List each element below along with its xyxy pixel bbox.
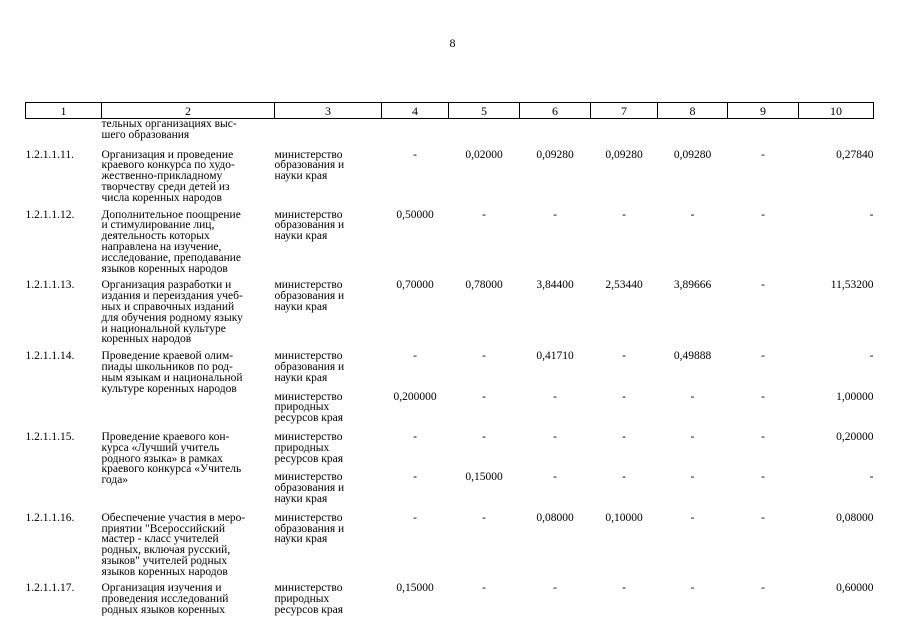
responsible-executor: министерство образования и науки края	[274, 350, 345, 384]
empty-cell	[275, 119, 874, 144]
item-code: 1.2.1.1.12.	[25, 208, 75, 221]
value-col-4: 0,15000	[396, 582, 434, 595]
value-col-4: 0,200000	[393, 390, 437, 403]
continuation-text: тельных организациях выс- шего образования	[101, 118, 237, 141]
responsible-executor: министерство образования и науки края	[274, 148, 345, 183]
item-name: Организация разработки и издания и переиздания учеб- ных и справочных изданий для обучения родному языку и национальной культуре коренных народов	[101, 279, 243, 346]
value-col-6: -	[553, 208, 557, 221]
value-col-6: -	[553, 390, 557, 403]
value-col-4: -	[413, 511, 417, 524]
responsible-executor: министерство образования и науки края	[274, 471, 345, 505]
value-col-4: -	[413, 471, 417, 484]
value-col-7: -	[622, 430, 626, 443]
value-col-6: -	[553, 430, 557, 443]
value-col-9: -	[761, 471, 765, 484]
header-row	[26, 103, 874, 119]
value-col-10: -	[869, 208, 874, 221]
table-row	[26, 274, 874, 345]
responsible-executor: министерство образования и науки края	[274, 208, 345, 243]
value-col-9: -	[761, 430, 765, 443]
column-header-7: 7	[591, 103, 658, 119]
value-col-7: -	[622, 582, 626, 595]
value-col-4: -	[413, 148, 417, 161]
value-col-8: -	[690, 471, 695, 484]
item-code: 1.2.1.1.16.	[25, 511, 75, 524]
column-header-9: 9	[728, 103, 799, 119]
item-name: Проведение краевой олим- пиады школьников по род- ным языкам и национальной культуре коренных народов	[101, 350, 243, 395]
item-code: 1.2.1.1.14.	[25, 350, 75, 363]
value-col-7: 0,09280	[605, 148, 643, 161]
value-col-9: -	[761, 279, 765, 292]
item-code: 1.2.1.1.11.	[25, 148, 74, 161]
value-col-8: -	[690, 582, 695, 595]
responsible-executor: министерство образования и науки края	[274, 511, 345, 546]
value-col-8: 0,49888	[673, 350, 712, 363]
value-col-10: 11,53200	[830, 279, 874, 292]
item-code: 1.2.1.1.17.	[25, 582, 75, 595]
item-name: Организация и проведение краевого конкурса по худо- жественно-прикладному творчеству среди детей из числа коренных народов	[101, 148, 235, 204]
value-col-9: -	[761, 148, 765, 161]
value-col-8: -	[690, 430, 695, 443]
item-code: 1.2.1.1.13.	[25, 279, 75, 292]
item-name: Обеспечение участия в меро- приятии "Всероссийский мастер - класс учителей родных, включая русский, языков" учителей родных языков коренных народов	[101, 511, 246, 578]
column-header-1: 1	[26, 103, 102, 119]
column-header-5: 5	[449, 103, 520, 119]
item-name: Проведение краевого кон- курса «Лучший учитель родного языка» в рамках краевого конкурса «Учитель года»	[101, 430, 242, 487]
item-code: 1.2.1.1.15.	[25, 430, 75, 443]
value-col-8: -	[690, 208, 695, 221]
table-row	[26, 577, 874, 617]
responsible-executor: министерство образования и науки края	[274, 279, 345, 313]
value-col-6: 0,41710	[536, 350, 574, 363]
value-col-5: -	[482, 390, 486, 403]
table-row	[26, 144, 874, 204]
value-col-7: -	[622, 350, 626, 363]
item-name: Организация изучения и проведения исследований родных языков коренных	[101, 582, 229, 617]
value-col-4: -	[413, 350, 417, 363]
value-col-5: 0,15000	[465, 471, 503, 484]
value-col-10: 1,00000	[836, 390, 874, 403]
column-header-2: 2	[102, 103, 275, 119]
responsible-executor: министерство природных ресурсов края	[274, 390, 343, 425]
page-number: 8	[449, 36, 456, 50]
column-header-3: 3	[275, 103, 382, 119]
value-col-5: -	[482, 430, 486, 443]
value-col-7: 0,10000	[605, 511, 643, 524]
value-col-9: -	[761, 350, 765, 363]
value-col-5: 0,78000	[465, 279, 503, 292]
column-header-6: 6	[520, 103, 591, 119]
column-header-4: 4	[382, 103, 449, 119]
value-col-9: -	[761, 208, 765, 221]
value-col-6: 3,84400	[536, 279, 574, 292]
value-col-5: -	[482, 582, 486, 595]
table-row	[26, 426, 874, 466]
value-col-4: 0,70000	[396, 279, 434, 292]
value-col-6: -	[553, 471, 557, 484]
value-col-9: -	[761, 582, 765, 595]
value-col-6: -	[553, 582, 557, 595]
value-col-10: 0,08000	[836, 511, 874, 524]
value-col-5: -	[482, 208, 486, 221]
responsible-executor: министерство природных ресурсов края	[274, 430, 343, 465]
value-col-5: -	[482, 350, 486, 363]
value-col-6: 0,08000	[536, 511, 574, 524]
value-col-8: 0,09280	[673, 148, 712, 161]
value-col-4: -	[413, 430, 417, 443]
responsible-executor: министерство природных ресурсов края	[274, 582, 343, 617]
value-col-10: -	[869, 350, 874, 363]
value-col-9: -	[761, 390, 765, 403]
table-row	[26, 345, 874, 385]
value-col-9: -	[761, 511, 765, 524]
column-header-10: 10	[799, 103, 874, 119]
program-table	[25, 102, 874, 618]
column-header-8: 8	[658, 103, 728, 119]
value-col-6: 0,09280	[536, 148, 574, 161]
value-col-7: -	[622, 471, 626, 484]
value-col-7: -	[622, 390, 626, 403]
table-row	[26, 507, 874, 578]
value-col-10: 0,20000	[836, 430, 874, 443]
value-col-5: 0,02000	[465, 148, 503, 161]
continuation-row	[26, 119, 874, 144]
table-row	[26, 204, 874, 275]
value-col-8: 3,89666	[673, 279, 712, 292]
empty-cell	[26, 119, 102, 144]
item-name: Дополнительное поощрение и стимулирование лиц, деятельность которых направлена на изучение, исследование, преподавание языков коренных народов	[101, 208, 242, 275]
table-body	[26, 119, 874, 618]
value-col-10: -	[869, 471, 874, 484]
value-col-10: 0,27840	[836, 148, 874, 161]
value-col-8: -	[690, 390, 695, 403]
value-col-5: -	[482, 511, 486, 524]
value-col-7: -	[622, 208, 626, 221]
value-col-8: -	[690, 511, 695, 524]
value-col-10: 0,60000	[836, 582, 874, 595]
value-col-7: 2,53440	[605, 279, 643, 292]
value-col-4: 0,50000	[396, 208, 434, 221]
